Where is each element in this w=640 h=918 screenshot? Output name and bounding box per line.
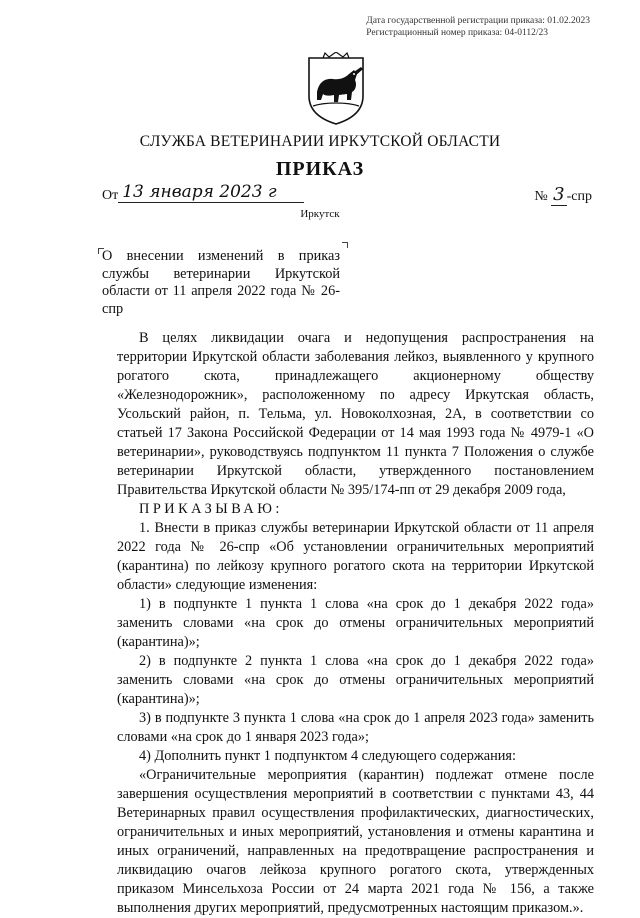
- subject-corner-mark-right: [342, 242, 348, 248]
- registration-date: Дата государственной регистрации приказа: 01.02.2023: [366, 16, 590, 26]
- irkutsk-coat-of-arms-icon: [305, 52, 367, 126]
- number-prefix: №: [534, 189, 548, 204]
- order-date: [102, 184, 304, 205]
- document-type: ПРИКАЗ: [275, 158, 365, 180]
- subclause-1: 1) в подпункте 1 пункта 1 слова «на срок до 1 декабря 2022 года» заменить словами «на срок до отмены ограничительных мероприятий (карантина)»;: [117, 596, 594, 650]
- clause-1: 1. Внести в приказ службы ветеринарии Иркутской области от 11 апреля 2022 года № 26-спр «Об установлении ограничительных мероприятий (карантина) по лейкозу крупного рогатого скота на территории Иркутской области» следующие изменения:: [117, 520, 594, 593]
- order-directive: ПРИКАЗЫВАЮ:: [139, 501, 283, 517]
- subclause-4: 4) Дополнить пункт 1 подпунктом 4 следующего содержания:: [139, 748, 516, 764]
- subclause-2: 2) в подпункте 2 пункта 1 слова «на срок до 1 декабря 2022 года» заменить словами «на срок до отмены ограничительных мероприятий (карантина)»;: [117, 653, 594, 707]
- agency-name: СЛУЖБА ВЕТЕРИНАРИИ ИРКУТСКОЙ ОБЛАСТИ: [139, 133, 501, 150]
- order-body: [117, 329, 594, 918]
- number-suffix: -спр: [566, 189, 592, 204]
- date-prefix: От: [102, 188, 119, 203]
- subclause-4-text: «Ограничительные мероприятия (карантин) подлежат отмене после завершения осуществления мероприятий в соответствии с пунктами 43, 44 Ветеринарных правил осуществления профилактических, диагностических, ограничительных и иных мероприятий, установления и отмены карантина и иных ограничений, направленных на предотвращение распространения и ликвидацию очагов лейкоза крупного рогатого скота, утвержденных приказом Минсельхоза России от 24 марта 2021 года № 156, а также выполнения других мероприятий, предусмотренных настоящим приказом.».: [117, 767, 594, 916]
- subclause-3: 3) в подпункте 3 пункта 1 слова «на срок до 1 апреля 2023 года» заменить словами «на срок до 1 января 2023 года»;: [117, 710, 594, 745]
- preamble-paragraph: В целях ликвидации очага и недопущения распространения на территории Иркутской области заболевания лейкоз, выявленного у крупного рогатого скота, принадлежащего акционерному обществу «Железнодорожник», расположенному по адресу Иркутская область, Усольский район, п. Тельма, ул. Новоколхозная, 2А, в соответствии со статьей 17 Закона Российской Федерации от 14 мая 1993 года № 4979-1 «О ветеринарии», руководствуясь подпунктом 11 пункта 7 Положения о службе ветеринарии Иркутской области, утвержденного постановлением Правительства Иркутской области № 395/174-пп от 29 декабря 2009 года,: [117, 330, 594, 498]
- city: Иркутск: [300, 208, 340, 220]
- registration-stamp: [366, 15, 590, 39]
- handwritten-number: 3: [553, 184, 565, 205]
- order-number: [534, 184, 592, 205]
- handwritten-date: 13 января 2023 г: [118, 182, 304, 203]
- order-subject: О внесении изменений в приказ службы ветеринарии Иркутской области от 11 апреля 2022 года № 26-спр: [102, 248, 340, 317]
- registration-number: Регистрационный номер приказа: 04-0112/23: [366, 28, 549, 38]
